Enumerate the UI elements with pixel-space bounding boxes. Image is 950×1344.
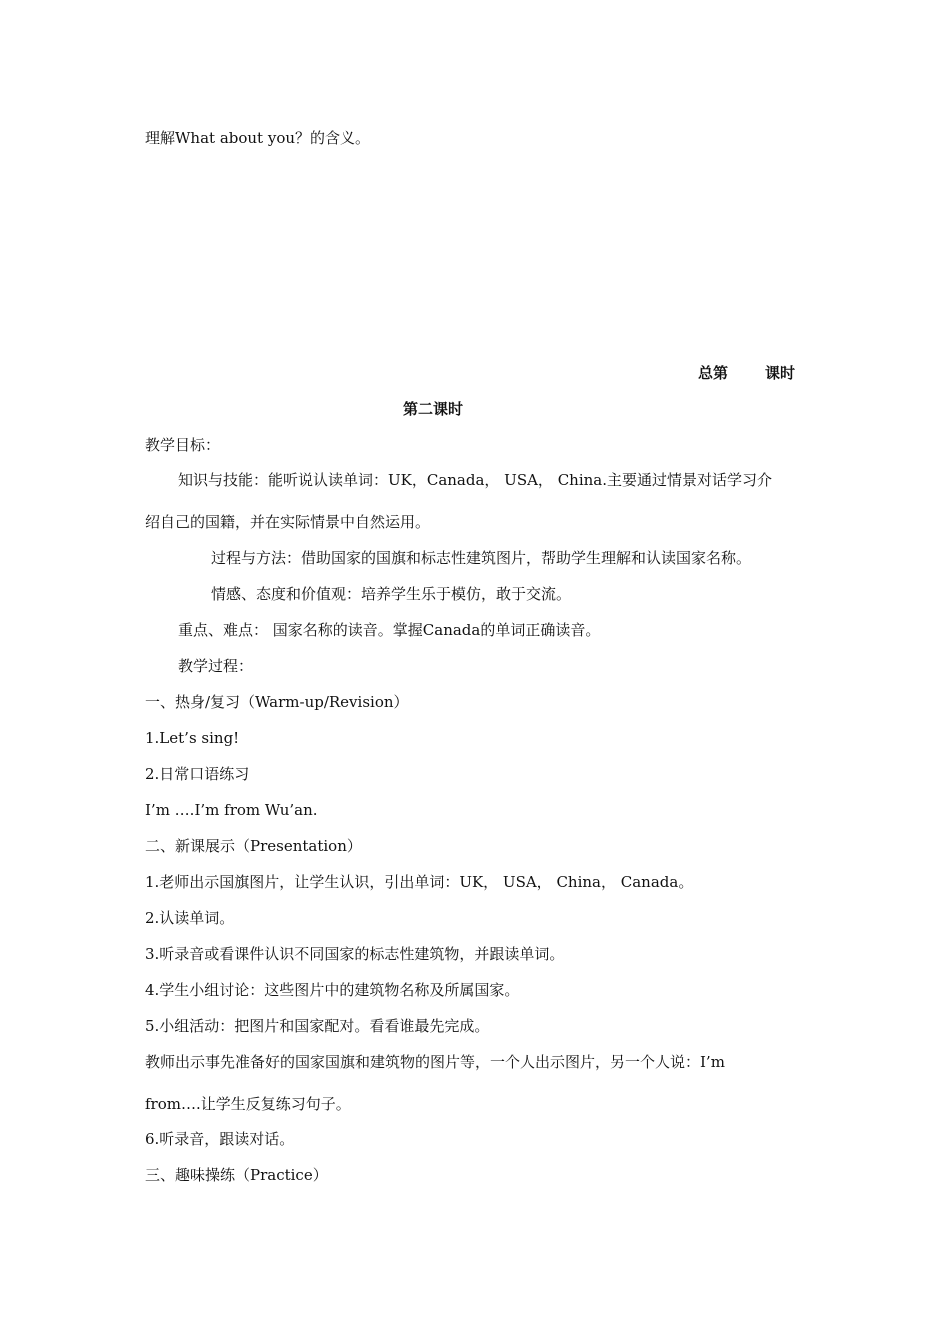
objectives-heading: 教学目标： (145, 436, 221, 454)
total-lesson-label: 总第 (698, 364, 729, 382)
key-difficult-points: 重点、难点： 国家名称的读音。掌握Canada的单词正确读音。 (178, 621, 601, 639)
section-warmup: 一、热身/复习（Warm-up/Revision） (145, 693, 409, 711)
presentation-item-4: 4.学生小组讨论：这些图片中的建筑物名称及所属国家。 (145, 981, 520, 999)
warmup-item-2-text: I’m ….I’m from Wu’an. (145, 801, 318, 819)
presentation-item-5-line1: 教师出示事先准备好的国家国旗和建筑物的图片等，一个人出示图片，另一个人说：I’m (145, 1053, 725, 1071)
emotion-attitude: 情感、态度和价值观：培养学生乐于模仿，敢于交流。 (211, 585, 572, 603)
presentation-item-5: 5.小组活动：把图片和国家配对。看看谁最先完成。 (145, 1017, 490, 1035)
section-practice: 三、趣味操练（Practice） (145, 1166, 328, 1184)
warmup-item-1: 1.Let’s sing! (145, 729, 240, 747)
presentation-item-3: 3.听录音或看课件认识不同国家的标志性建筑物，并跟读单词。 (145, 945, 565, 963)
knowledge-skills-line2: 绍自己的国籍，并在实际情景中自然运用。 (145, 513, 431, 531)
presentation-item-6: 6.听录音，跟读对话。 (145, 1130, 295, 1148)
process-heading: 教学过程： (178, 657, 254, 675)
presentation-item-1: 1.老师出示国旗图片，让学生认识，引出单词：UK， USA， China， Canada。 (145, 873, 694, 891)
presentation-item-2: 2.认读单词。 (145, 909, 235, 927)
lesson-label: 课时 (765, 364, 796, 382)
section-presentation: 二、新课展示（Presentation） (145, 837, 362, 855)
warmup-item-2: 2.日常口语练习 (145, 765, 250, 783)
presentation-item-5-line2: from….让学生反复练习句子。 (145, 1095, 351, 1113)
process-method: 过程与方法：借助国家的国旗和标志性建筑图片，帮助学生理解和认读国家名称。 (211, 549, 752, 567)
lesson-title: 第二课时 (403, 400, 464, 418)
intro-line: 理解What about you？的含义。 (145, 129, 371, 147)
knowledge-skills-line1: 知识与技能：能听说认读单词：UK，Canada， USA， China.主要通过情景对话学习介 (178, 471, 773, 489)
